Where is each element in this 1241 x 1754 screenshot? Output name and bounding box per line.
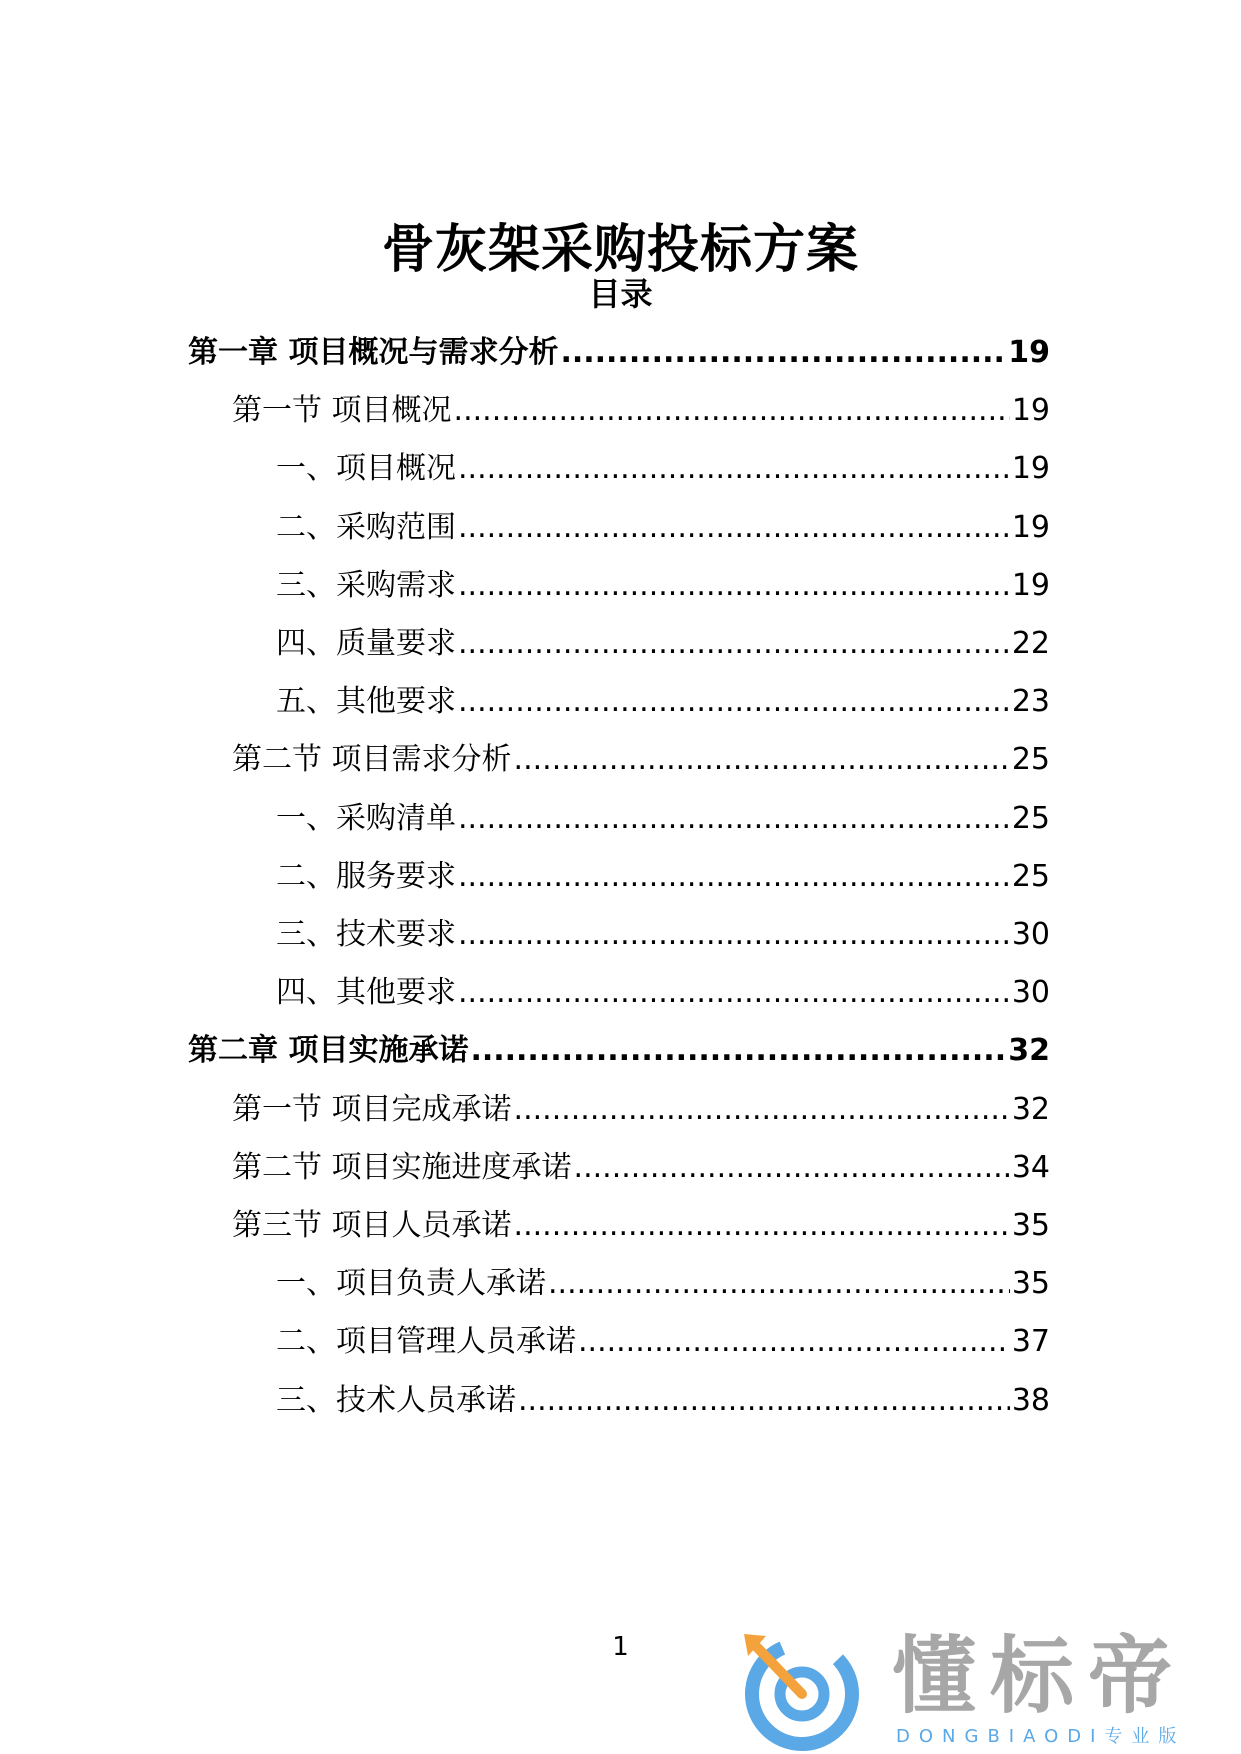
toc-entry[interactable] bbox=[188, 1027, 1050, 1075]
toc-dot-leader bbox=[458, 853, 1010, 901]
toc-entry[interactable] bbox=[276, 1318, 1050, 1366]
toc-entry[interactable] bbox=[276, 445, 1050, 493]
watermark-subtitle: DONGBIAODI专业版 bbox=[896, 1726, 1186, 1747]
toc-entry-label: 一、项目负责人承诺 bbox=[276, 1266, 546, 1302]
toc-entry[interactable] bbox=[276, 911, 1050, 959]
toc-entry[interactable] bbox=[276, 562, 1050, 610]
toc-entry-label: 第一章 项目概况与需求分析 bbox=[188, 335, 559, 370]
toc-dot-leader bbox=[578, 1318, 1010, 1366]
toc-dot-leader bbox=[458, 969, 1010, 1017]
toc-entry-label: 一、项目概况 bbox=[276, 451, 456, 487]
toc-dot-leader bbox=[518, 1377, 1010, 1425]
toc-dot-leader bbox=[560, 329, 1006, 377]
toc-entry-page: 32 bbox=[1011, 1091, 1050, 1127]
toc-heading: 目录 bbox=[588, 275, 653, 313]
toc-entry-page: 35 bbox=[1011, 1266, 1050, 1302]
toc-entry-page: 19 bbox=[1008, 335, 1050, 370]
toc-entry-page: 25 bbox=[1011, 800, 1050, 836]
toc-entry[interactable] bbox=[276, 795, 1050, 843]
toc-dot-leader bbox=[574, 1144, 1010, 1192]
toc-dot-leader bbox=[458, 911, 1010, 959]
toc-entry-label: 一、采购清单 bbox=[276, 800, 456, 836]
toc-entry-page: 19 bbox=[1011, 509, 1050, 545]
toc-entry-page: 30 bbox=[1011, 975, 1050, 1011]
toc-dot-leader bbox=[458, 795, 1010, 843]
page-number: 1 bbox=[612, 1632, 629, 1662]
toc-dot-leader bbox=[458, 445, 1010, 493]
toc-dot-leader bbox=[514, 736, 1010, 784]
watermark bbox=[740, 1628, 1220, 1748]
toc-entry-page: 22 bbox=[1011, 626, 1050, 661]
toc-dot-leader bbox=[470, 1027, 1006, 1075]
toc-entry[interactable] bbox=[232, 1144, 1050, 1192]
document-title: 骨灰架采购投标方案 bbox=[381, 219, 859, 280]
toc-entry-page: 38 bbox=[1011, 1382, 1050, 1418]
toc-entry-label: 二、采购范围 bbox=[276, 509, 456, 545]
toc-entry[interactable] bbox=[232, 1086, 1050, 1134]
toc-entry-page: 19 bbox=[1011, 451, 1050, 487]
toc-entry-label: 第二节 项目需求分析 bbox=[232, 742, 512, 778]
watermark-brand-name: 懂标帝 bbox=[892, 1627, 1187, 1725]
toc-entry[interactable] bbox=[276, 853, 1050, 901]
toc-entry[interactable] bbox=[276, 969, 1050, 1017]
toc-entry-page: 25 bbox=[1011, 742, 1050, 778]
toc-entry-page: 30 bbox=[1011, 917, 1050, 952]
toc-entry[interactable] bbox=[276, 504, 1050, 552]
toc-dot-leader bbox=[514, 1086, 1010, 1134]
toc-entry-page: 32 bbox=[1008, 1033, 1050, 1069]
toc-entry-page: 19 bbox=[1011, 567, 1050, 603]
toc-entry[interactable] bbox=[232, 387, 1050, 435]
toc-entry-label: 四、其他要求 bbox=[276, 975, 456, 1011]
toc-entry-label: 四、质量要求 bbox=[276, 626, 456, 661]
toc-dot-leader bbox=[454, 387, 1010, 435]
toc-entry-label: 第一节 项目概况 bbox=[232, 393, 452, 429]
toc-entry-page: 34 bbox=[1011, 1149, 1050, 1185]
target-arrow-icon bbox=[740, 1628, 870, 1752]
toc-entry-label: 三、技术人员承诺 bbox=[276, 1382, 516, 1418]
toc-entry-label: 第二节 项目实施进度承诺 bbox=[232, 1149, 572, 1185]
toc-dot-leader bbox=[458, 620, 1010, 668]
toc-dot-leader bbox=[548, 1260, 1010, 1308]
toc-entry-page: 23 bbox=[1011, 684, 1050, 720]
toc-dot-leader bbox=[514, 1202, 1010, 1250]
toc-entry-label: 二、项目管理人员承诺 bbox=[276, 1324, 576, 1360]
toc-entry[interactable] bbox=[232, 736, 1050, 784]
toc-entry-label: 二、服务要求 bbox=[276, 858, 456, 894]
toc-entry[interactable] bbox=[276, 678, 1050, 726]
toc-entry-page: 25 bbox=[1011, 858, 1050, 894]
toc-entry[interactable] bbox=[276, 1260, 1050, 1308]
toc-entry-label: 第三节 项目人员承诺 bbox=[232, 1208, 512, 1243]
toc-entry[interactable] bbox=[232, 1202, 1050, 1250]
toc-entry-label: 五、其他要求 bbox=[276, 684, 456, 720]
toc-entry-label: 第二章 项目实施承诺 bbox=[188, 1033, 469, 1069]
toc-entry-label: 第一节 项目完成承诺 bbox=[232, 1091, 512, 1127]
toc-dot-leader bbox=[458, 504, 1010, 552]
toc-entry[interactable] bbox=[276, 1377, 1050, 1425]
toc-dot-leader bbox=[458, 678, 1010, 726]
toc-entry-label: 三、采购需求 bbox=[276, 567, 456, 603]
toc-entry-page: 19 bbox=[1011, 393, 1050, 429]
toc-entry-page: 37 bbox=[1011, 1324, 1050, 1360]
toc-entry-label: 三、技术要求 bbox=[276, 917, 456, 952]
toc-dot-leader bbox=[458, 562, 1010, 610]
toc-entry-page: 35 bbox=[1011, 1208, 1050, 1243]
toc-entry[interactable] bbox=[188, 329, 1050, 377]
toc-entry[interactable] bbox=[276, 620, 1050, 668]
